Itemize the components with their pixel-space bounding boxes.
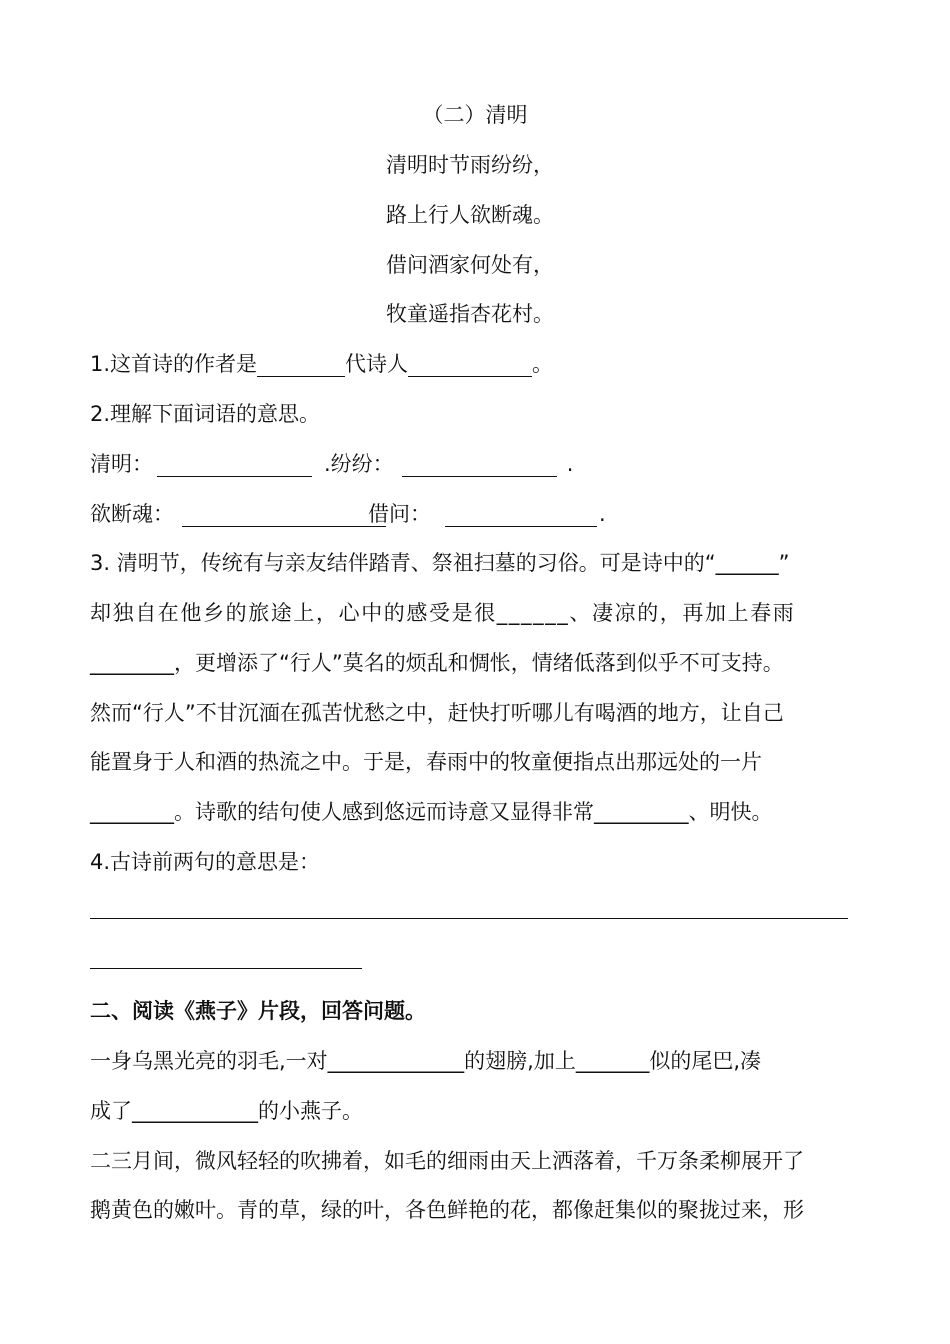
poem-title: （二）清明 [422,103,528,127]
q2-word-yuduanhun: 欲断魂： [90,502,174,526]
passage-p1-line-2: 成了____________的小燕子。 [90,1099,363,1123]
q1-mid: 代诗人 [345,352,409,376]
poem-line-2: 路上行人欲断魂。 [386,203,554,227]
q2-word-fenfen: .纷纷： [324,452,394,476]
q2-dot-1: . [566,452,574,476]
q3-line-1: 3. 清明节，传统有与亲友结伴踏青、祭祖扫墓的习俗。可是诗中的“______” [90,551,790,575]
q2-dot-2: . [599,502,606,526]
poem-line-4: 牧童遥指杏花村。 [386,302,554,326]
q4-answer-line-2[interactable] [90,968,362,969]
question-4-title: 4.古诗前两句的意思是： [90,850,321,874]
passage-p2-line-2: 鹅黄色的嫩叶。青的草，绿的叶，各色鲜艳的花，都像赶集似的聚拢过来，形 [90,1198,804,1222]
q1-prefix: 1.这首诗的作者是 [90,352,258,376]
question-2-title: 2.理解下面词语的意思。 [90,402,321,426]
passage-p1-line-1: 一身乌黑光亮的羽毛,一对_____________的翅膀,加上_______似的尾巴,凑 [90,1049,762,1073]
q3-line-2: 却独自在他乡的旅途上，心中的感受是很______、凄凉的，再加上春雨 [90,601,796,625]
q3-line-4: 然而“行人”不甘沉湎在孤苦忧愁之中，赶快打听哪儿有喝酒的地方，让自己 [90,701,784,725]
q2-word-jiewen: 借问： [368,502,431,526]
q3-line-6: ________。诗歌的结句使人感到悠远而诗意又显得非常_________、明快。 [90,800,773,824]
passage-p2-line-1: 二三月间，微风轻轻的吹拂着，如毛的细雨由天上洒落着，千万条柔柳展开了 [90,1149,804,1173]
q2-qingming-blank[interactable] [157,454,312,477]
question-1 [90,349,553,379]
q1-poet-blank[interactable] [408,354,532,377]
q2-jiewen-blank[interactable] [445,504,597,527]
q2-word-qingming: 清明： [90,452,153,476]
poem-line-1: 清明时节雨纷纷， [386,153,554,177]
poem-line-3: 借问酒家何处有， [386,253,554,277]
q3-line-5: 能置身于人和酒的热流之中。于是，春雨中的牧童便指点出那远处的一片 [90,750,762,774]
section-2-title: 二、阅读《燕子》片段，回答问题。 [90,999,426,1023]
q2-yuduanhun-blank[interactable] [182,504,386,527]
q2-fenfen-blank[interactable] [402,454,557,477]
question-2-row-1 [90,449,573,479]
q1-dynasty-blank[interactable] [257,354,345,377]
q4-answer-line-1[interactable] [90,918,848,919]
q1-end: 。 [532,352,554,376]
q3-line-3: ________，更增添了“行人”莫名的烦乱和惆怅，情绪低落到似乎不可支持。 [90,651,784,675]
question-2-row-2 [90,499,606,529]
